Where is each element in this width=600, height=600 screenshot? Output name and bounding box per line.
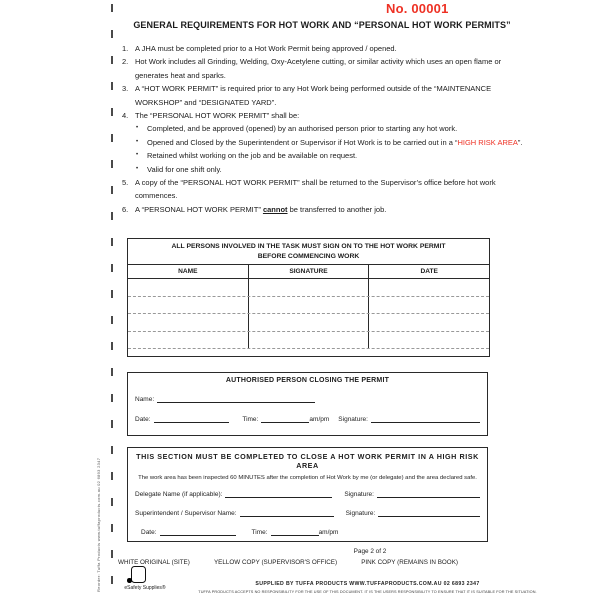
item-text-post: be transferred to another job. xyxy=(287,204,387,214)
pink-copy-label: PINK COPY (REMAINS IN BOOK) xyxy=(361,559,458,566)
closing-permit-section xyxy=(127,372,488,436)
item-number: 1. xyxy=(122,44,129,53)
time-write-line xyxy=(271,527,319,536)
signature-label: Signature: xyxy=(344,491,374,498)
name-label: Name: xyxy=(135,396,155,403)
esafety-logo-icon xyxy=(131,566,146,583)
supervisor-name-write-line xyxy=(240,508,334,517)
item-number: 3. xyxy=(122,84,129,94)
supervisor-row xyxy=(128,508,487,517)
table-row xyxy=(128,332,489,350)
list-item xyxy=(122,55,524,82)
table-row xyxy=(128,297,489,315)
item-text: The “PERSONAL HOT WORK PERMIT” shall be: xyxy=(135,111,300,121)
signature-write-line xyxy=(371,414,480,423)
date-cell xyxy=(368,314,489,331)
white-copy-label: WHITE ORIGINAL (SITE) xyxy=(118,559,190,566)
signature-write-line xyxy=(377,489,480,498)
closing-section-title: AUTHORISED PERSON CLOSING THE PERMIT xyxy=(225,377,390,384)
time-label: Time: xyxy=(242,416,259,423)
list-item xyxy=(122,42,524,55)
name-cell xyxy=(128,297,248,314)
bullet-icon: • xyxy=(136,125,139,132)
date-time-signature-row xyxy=(128,414,487,423)
item-number: 4. xyxy=(122,111,129,121)
bullet-text xyxy=(147,136,522,149)
bullet-icon: • xyxy=(136,138,139,145)
bullet-text: Completed, and be approved (opened) by an authorised person prior to starting any hot work. xyxy=(147,124,458,134)
list-item xyxy=(122,203,524,216)
name-cell xyxy=(128,332,248,349)
column-header-name: NAME xyxy=(178,268,198,276)
signature-cell xyxy=(248,314,369,331)
disclaimer-line: TUFFA PRODUCTS ACCEPTS NO RESPONSIBILITY FOR THE USE OF THIS DOCUMENT. IT IS THE USERS RESPONSIBILITY TO ENSURE THAT IT IS SUITABLE FOR THE SITUATION. xyxy=(198,589,537,594)
high-risk-close-section xyxy=(127,447,488,542)
signature-label: Signature: xyxy=(345,510,376,517)
serial-number: No. 00001 xyxy=(386,1,449,16)
table-row xyxy=(128,279,489,297)
sub-bullet-list xyxy=(136,122,524,176)
sign-on-table xyxy=(127,238,490,357)
date-label: Date: xyxy=(141,529,157,536)
signature-cell xyxy=(248,332,369,349)
date-time-row xyxy=(128,527,487,536)
bullet-text: Valid for one shift only. xyxy=(147,164,222,174)
column-header-signature: SIGNATURE xyxy=(248,265,369,278)
column-header-date: DATE xyxy=(368,265,489,278)
page-title: GENERAL REQUIREMENTS FOR HOT WORK AND “PERSONAL HOT WORK PERMITS” xyxy=(133,20,511,30)
name-row xyxy=(128,394,487,403)
name-cell xyxy=(128,279,248,296)
bullet-text-pre: Opened and Closed by the Superintendent or Supervisor if Hot Work is to be carried out in a “ xyxy=(147,137,458,147)
time-label: Time: xyxy=(251,529,268,536)
yellow-copy-label: YELLOW COPY (SUPERVISOR'S OFFICE) xyxy=(213,559,338,566)
name-write-line xyxy=(157,394,315,403)
supervisor-name-label: Superintendent / Supervisor Name: xyxy=(135,510,237,517)
bullet-icon: • xyxy=(136,165,139,172)
signature-write-line xyxy=(378,508,480,517)
requirements-list xyxy=(122,42,524,216)
signature-cell xyxy=(248,297,369,314)
delegate-name-write-line xyxy=(225,489,332,498)
bullet-item xyxy=(136,122,524,135)
item-number: 6. xyxy=(122,204,129,214)
bullet-item xyxy=(136,149,524,162)
high-risk-section-title: THIS SECTION MUST BE COMPLETED TO CLOSE A HOT WORK PERMIT IN A HIGH RISK AREA xyxy=(136,452,479,470)
list-item xyxy=(122,82,524,109)
copy-distribution-row xyxy=(118,559,458,566)
item-number: 2. xyxy=(122,57,129,67)
delegate-row xyxy=(128,489,487,498)
date-label: Date: xyxy=(135,416,151,423)
list-item xyxy=(122,109,524,122)
table-row xyxy=(128,314,489,332)
bullet-item xyxy=(136,136,524,149)
date-cell xyxy=(368,297,489,314)
page-indicator: Page 2 of 2 xyxy=(353,548,387,555)
signature-label: Signature: xyxy=(338,416,368,423)
table-bottom-strip xyxy=(128,349,489,356)
date-write-line xyxy=(160,527,236,536)
ampm-label: am/pm xyxy=(309,416,330,423)
sign-on-table-title: ALL PERSONS INVOLVED IN THE TASK MUST SIGN ON TO THE HOT WORK PERMIT BEFORE COMMENCING WORK xyxy=(128,239,489,265)
esafety-logo-dot-icon xyxy=(127,578,132,583)
supplier-line: SUPPLIED BY TUFFA PRODUCTS WWW.TUFFAPRODUCTS.COM.AU 02 6893 2347 xyxy=(255,581,480,587)
time-write-line xyxy=(261,414,309,423)
delegate-name-label: Delegate Name (if applicable): xyxy=(135,491,223,498)
ampm-label: am/pm xyxy=(318,529,339,536)
cannot-emphasis: cannot xyxy=(262,204,288,214)
high-risk-area-phrase: HIGH RISK AREA xyxy=(457,137,518,147)
esafety-brand-label: eSafety Supplies® xyxy=(124,585,166,591)
item-text-pre: A “PERSONAL HOT WORK PERMIT” xyxy=(135,204,263,214)
name-cell xyxy=(128,314,248,331)
item-text: Hot Work includes all Grinding, Welding, Oxy-Acetylene cutting, or similar activity which uses an open flame or generates heat and sparks. xyxy=(135,57,502,80)
item-text: A copy of the “PERSONAL HOT WORK PERMIT” shall be returned to the Supervisor’s office before hot work commences. xyxy=(135,178,496,201)
date-cell xyxy=(368,279,489,296)
inspection-statement: The work area has been inspected 60 MINUTES after the completion of Hot Work by me (or delegate) and the area declared safe. xyxy=(138,475,477,481)
bullet-icon: • xyxy=(136,152,139,159)
list-item xyxy=(122,176,524,203)
item-text: A “HOT WORK PERMIT” is required prior to any Hot Work being performed outside of the “MAINTENANCE WORKSHOP” and “DESIGNATED YARD”. xyxy=(135,84,492,107)
spine-reorder-text: Reorder: Tuffa Products www.tuffaproducts.com.au 02 6893 2347 xyxy=(96,457,101,592)
item-text: A JHA must be completed prior to a Hot Work Permit being approved / opened. xyxy=(135,44,397,53)
bullet-text-post: ”. xyxy=(517,137,523,147)
sign-on-table-header xyxy=(128,265,489,279)
bullet-item xyxy=(136,163,524,176)
item-text xyxy=(135,203,524,216)
bullet-text: Retained whilst working on the job and be available on request. xyxy=(147,151,358,161)
item-number: 5. xyxy=(122,178,129,188)
date-write-line xyxy=(154,414,230,423)
signature-cell xyxy=(248,279,369,296)
date-cell xyxy=(368,332,489,349)
margin-tick-marks xyxy=(111,4,113,594)
